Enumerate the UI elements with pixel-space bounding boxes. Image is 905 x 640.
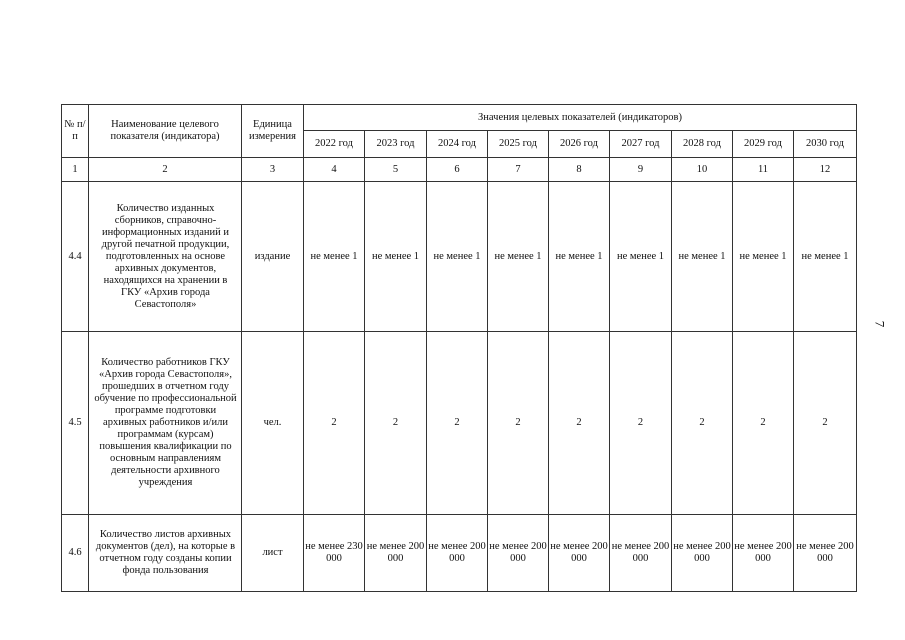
- row-name: Количество работников ГКУ «Архив города Севастополя», прошедших в отчетном году обучение по профессиональной программе подготовки архивных работников и/или программам (курсам) повышения квалификации по основным направлениям деятельности архивного учреждения: [89, 332, 242, 515]
- row-value: 2: [549, 332, 610, 515]
- column-numbers-row: [62, 158, 857, 182]
- header-year: 2025 год: [488, 131, 549, 158]
- row-value: 2: [427, 332, 488, 515]
- header-year: 2022 год: [304, 131, 365, 158]
- header-name: Наименование целевого показателя (индикатора): [89, 105, 242, 158]
- row-value: не менее 230 000: [304, 515, 365, 592]
- header-values-group: Значения целевых показателей (индикаторов): [304, 105, 857, 131]
- column-number: 4: [304, 158, 365, 182]
- column-number: 7: [488, 158, 549, 182]
- column-number: 2: [89, 158, 242, 182]
- row-value: не менее 1: [733, 182, 794, 332]
- row-value: не менее 1: [672, 182, 733, 332]
- column-number: 9: [610, 158, 672, 182]
- column-number: 5: [365, 158, 427, 182]
- row-value: не менее 1: [365, 182, 427, 332]
- row-value: 2: [610, 332, 672, 515]
- row-value: не менее 1: [304, 182, 365, 332]
- row-num: 4.6: [62, 515, 89, 592]
- column-number: 3: [242, 158, 304, 182]
- row-value: не менее 1: [488, 182, 549, 332]
- row-unit: издание: [242, 182, 304, 332]
- row-value: не менее 200 000: [365, 515, 427, 592]
- column-number: 11: [733, 158, 794, 182]
- header-unit: Единица измерения: [242, 105, 304, 158]
- column-number: 10: [672, 158, 733, 182]
- header-year: 2023 год: [365, 131, 427, 158]
- header-num: № п/п: [62, 105, 89, 158]
- header-year: 2028 год: [672, 131, 733, 158]
- page-number: 7: [872, 320, 888, 328]
- table-row: [62, 332, 857, 515]
- row-value: не менее 1: [549, 182, 610, 332]
- row-value: не менее 200 000: [427, 515, 488, 592]
- row-name: Количество изданных сборников, справочно-информационных изданий и другой печатной продукции, подготовленных на основе архивных документов, находящихся на хранении в ГКУ «Архив города Севастополя»: [89, 182, 242, 332]
- row-value: не менее 200 000: [488, 515, 549, 592]
- row-value: не менее 200 000: [794, 515, 857, 592]
- header-year: 2024 год: [427, 131, 488, 158]
- header-year: 2026 год: [549, 131, 610, 158]
- row-value: 2: [488, 332, 549, 515]
- row-unit: чел.: [242, 332, 304, 515]
- header-year: 2030 год: [794, 131, 857, 158]
- column-number: 12: [794, 158, 857, 182]
- row-value: 2: [794, 332, 857, 515]
- row-value: 2: [304, 332, 365, 515]
- header-year: 2029 год: [733, 131, 794, 158]
- row-value: 2: [733, 332, 794, 515]
- row-value: 2: [672, 332, 733, 515]
- row-num: 4.5: [62, 332, 89, 515]
- table-row: [62, 515, 857, 592]
- column-number: 1: [62, 158, 89, 182]
- row-value: не менее 200 000: [549, 515, 610, 592]
- header-year: 2027 год: [610, 131, 672, 158]
- column-number: 6: [427, 158, 488, 182]
- indicators-table: [61, 104, 857, 592]
- table-row: [62, 182, 857, 332]
- row-name: Количество листов архивных документов (дел), на которые в отчетном году созданы копии фонда пользования: [89, 515, 242, 592]
- row-value: не менее 200 000: [610, 515, 672, 592]
- row-value: не менее 1: [794, 182, 857, 332]
- row-value: не менее 200 000: [733, 515, 794, 592]
- row-unit: лист: [242, 515, 304, 592]
- row-value: не менее 1: [427, 182, 488, 332]
- row-num: 4.4: [62, 182, 89, 332]
- row-value: не менее 200 000: [672, 515, 733, 592]
- row-value: не менее 1: [610, 182, 672, 332]
- header-row-1: [62, 105, 857, 131]
- column-number: 8: [549, 158, 610, 182]
- row-value: 2: [365, 332, 427, 515]
